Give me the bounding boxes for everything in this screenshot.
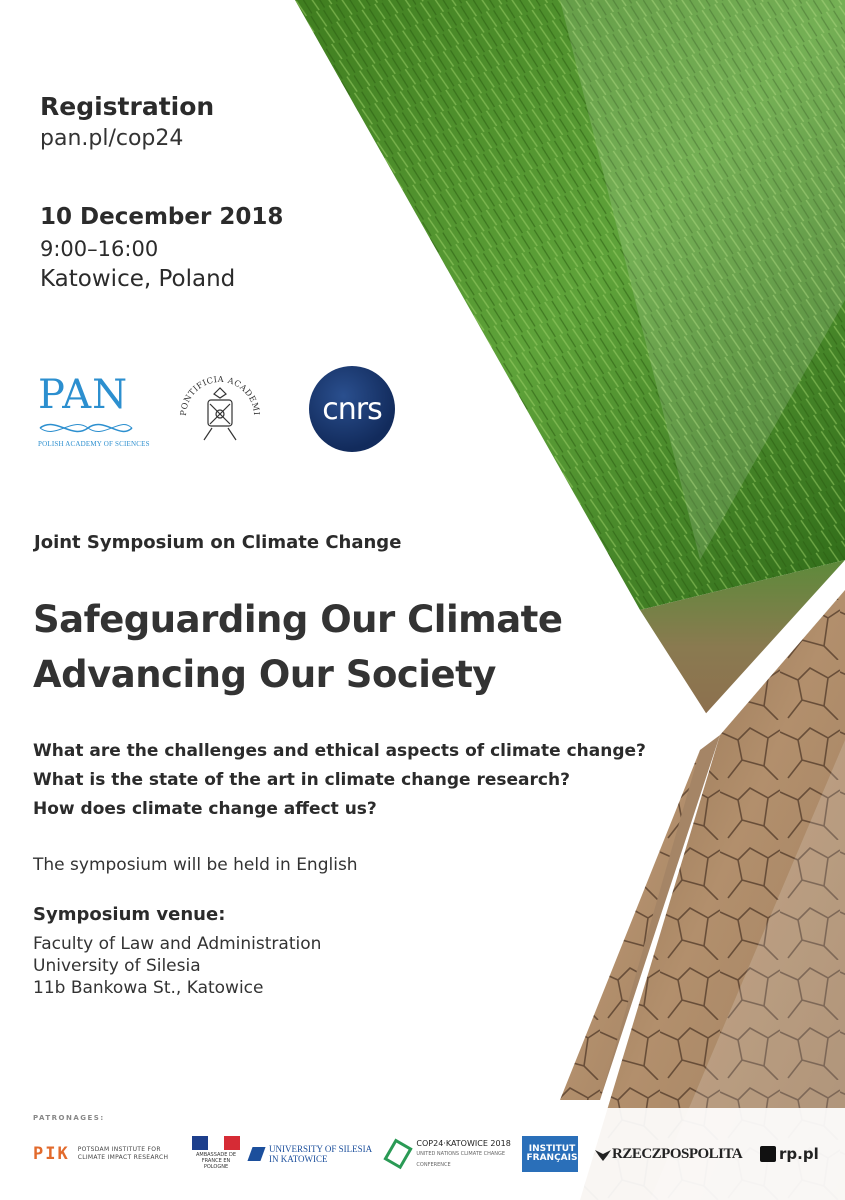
pik-logo [33, 1136, 183, 1172]
venue-label: Symposium venue: [33, 904, 226, 925]
registration-url[interactable]: pan.pl/cop24 [40, 126, 184, 151]
institut-francais-logo [522, 1136, 578, 1172]
institut-francais-line-2: FRANÇAIS [526, 1153, 578, 1163]
pontifical-academy-logo [174, 364, 266, 456]
venue-line-address: 11b Bankowa St., Katowice [33, 978, 264, 998]
republique-francaise-text: AMBASSADE DE FRANCE EN POLOGNE [195, 1152, 237, 1170]
pan-logo [36, 372, 150, 454]
pik-logo-text: POTSDAM INSTITUTE FOR CLIMATE IMPACT RESEARCH [77, 1146, 169, 1161]
eagle-icon [594, 1146, 612, 1162]
venue-line-faculty: Faculty of Law and Administration [33, 934, 322, 954]
university-of-silesia-icon [247, 1147, 265, 1161]
venue-line-university: University of Silesia [33, 956, 201, 976]
cop24-logo [388, 1136, 516, 1172]
french-flag-icon [192, 1136, 240, 1150]
event-date: 10 December 2018 [40, 204, 284, 230]
rp-pl-icon [760, 1146, 776, 1162]
republique-francaise-logo [192, 1136, 240, 1172]
event-location: Katowice, Poland [40, 266, 236, 292]
rp-pl-text: rp.pl [779, 1145, 819, 1163]
rzeczpospolita-logo [594, 1136, 744, 1172]
symposium-kicker: Joint Symposium on Climate Change [34, 532, 402, 553]
crossed-keys-icon [204, 388, 236, 440]
cop24-hexagon-icon [383, 1139, 413, 1170]
question-2: What is the state of the art in climate change research? [33, 770, 570, 790]
university-of-silesia-text: UNIVERSITY OF SILESIA IN KATOWICE [268, 1144, 372, 1164]
rp-pl-logo [760, 1136, 820, 1172]
pan-logo-mark: PAN [38, 372, 129, 418]
question-1: What are the challenges and ethical aspects of climate change? [33, 741, 646, 761]
rzeczpospolita-text: RZECZPOSPOLITA [612, 1145, 743, 1162]
cop24-subtext: UNITED NATIONS CLIMATE CHANGE CONFERENCE [416, 1150, 506, 1168]
pan-logo-subtitle: POLISH ACADEMY OF SCIENCES [38, 440, 150, 448]
pik-logo-mark: PIK [33, 1144, 70, 1164]
pan-infinity-icon [36, 418, 136, 438]
language-note: The symposium will be held in English [33, 855, 358, 875]
university-of-silesia-logo [250, 1136, 375, 1172]
cnrs-logo [309, 366, 395, 452]
cnrs-logo-mark: cnrs [322, 391, 382, 427]
registration-label: Registration [40, 92, 215, 121]
patronages-label: PATRONAGES: [33, 1114, 105, 1122]
question-3: How does climate change affect us? [33, 799, 377, 819]
cop24-text: COP24·KATOWICE 2018 [416, 1138, 511, 1148]
title-line-1: Safeguarding Our Climate [33, 598, 563, 641]
pontifical-academy-arc-text: PONTIFICIA ACADEMI [177, 373, 263, 417]
event-time: 9:00–16:00 [40, 237, 159, 261]
institut-francais-line-1: INSTITUT [528, 1144, 576, 1154]
title-line-2: Advancing Our Society [33, 653, 496, 696]
